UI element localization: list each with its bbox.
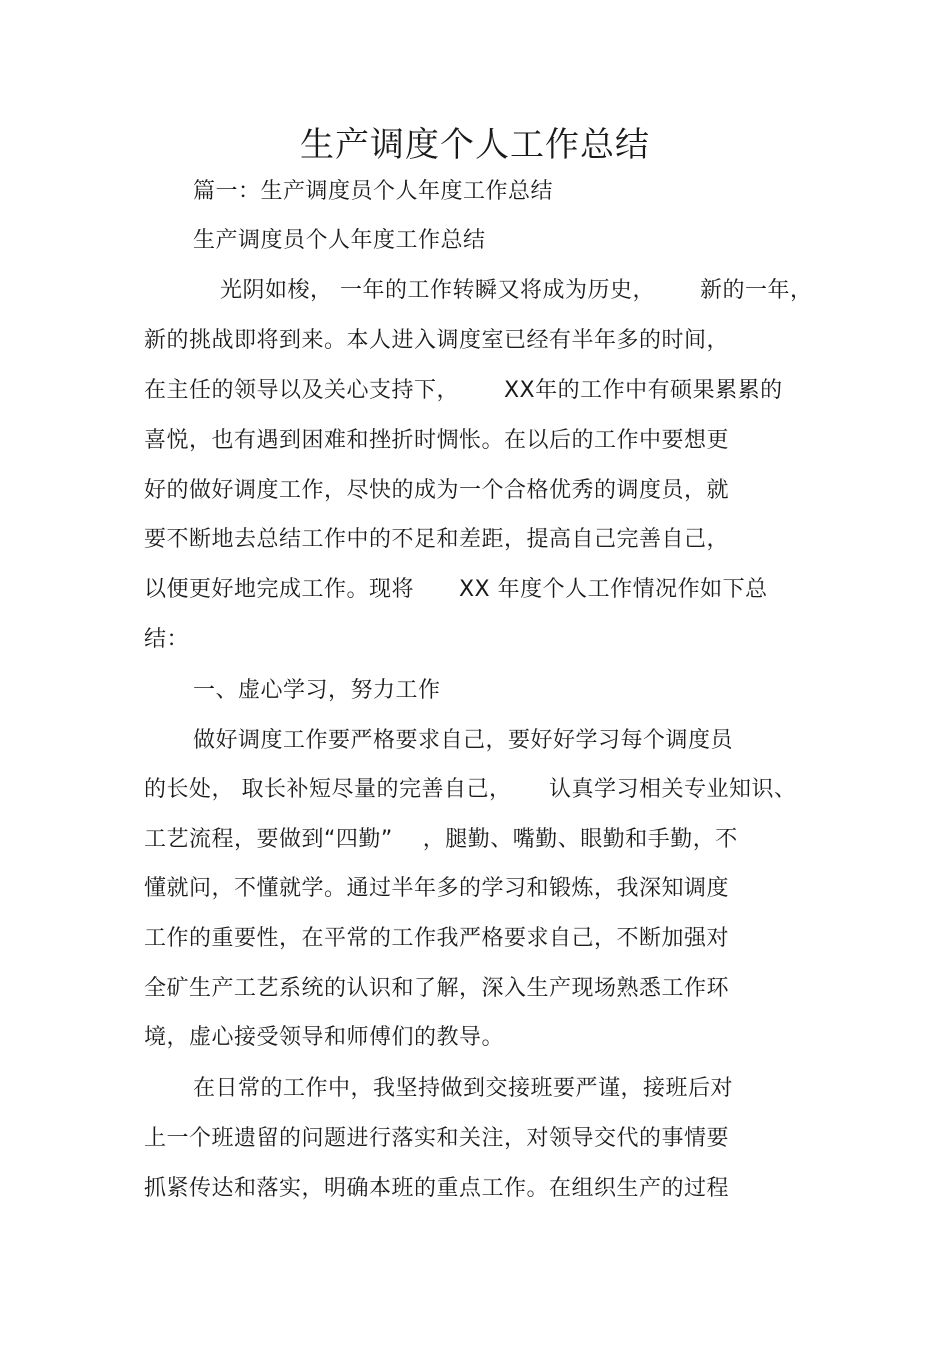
paragraph-line: 工作的重要性，在平常的工作我严格要求自己，不断加强对: [144, 926, 730, 951]
paragraph-line: 好的做好调度工作，尽快的成为一个合格优秀的调度员，就: [144, 478, 730, 503]
paragraph-line: 做好调度工作要严格要求自己，要好好学习每个调度员: [193, 728, 734, 753]
section-heading: 一、虚心学习，努力工作: [193, 678, 441, 703]
document-title: 生产调度个人工作总结: [300, 125, 650, 165]
paragraph-line: 的长处， 取长补短尽量的完善自己， 认真学习相关专业知识、: [144, 777, 797, 802]
paragraph-line: 结：: [144, 627, 190, 652]
paragraph-line: 境，虚心接受领导和师傅们的教导。: [144, 1025, 505, 1050]
paragraph-line: 喜悦，也有遇到困难和挫折时惆怅。在以后的工作中要想更: [144, 428, 730, 453]
section-heading: 篇一：生产调度员个人年度工作总结: [193, 179, 554, 204]
paragraph-line: 全矿生产工艺系统的认识和了解，深入生产现场熟悉工作环: [144, 976, 730, 1001]
paragraph-line: 上一个班遗留的问题进行落实和关注，对领导交代的事情要: [144, 1126, 730, 1151]
paragraph-line: 在主任的领导以及关心支持下， XX年的工作中有硕果累累的: [144, 378, 783, 403]
paragraph-line: 工艺流程，要做到“四勤” ，腿勤、嘴勤、眼勤和手勤，不: [144, 827, 738, 852]
paragraph-line: 懂就问，不懂就学。通过半年多的学习和锻炼，我深知调度: [144, 876, 730, 901]
paragraph-line: 以便更好地完成工作。现将 XX 年度个人工作情况作如下总: [144, 577, 768, 602]
paragraph-line: 光阴如梭， 一年的工作转瞬又将成为历史， 新的一年，: [220, 278, 813, 303]
paragraph-line: 抓紧传达和落实，明确本班的重点工作。在组织生产的过程: [144, 1176, 730, 1201]
paragraph-line: 要不断地去总结工作中的不足和差距，提高自己完善自己，: [144, 527, 730, 552]
subtitle: 生产调度员个人年度工作总结: [193, 228, 486, 253]
paragraph-line: 新的挑战即将到来。本人进入调度室已经有半年多的时间，: [144, 328, 730, 353]
paragraph-line: 在日常的工作中，我坚持做到交接班要严谨，接班后对: [193, 1076, 734, 1101]
